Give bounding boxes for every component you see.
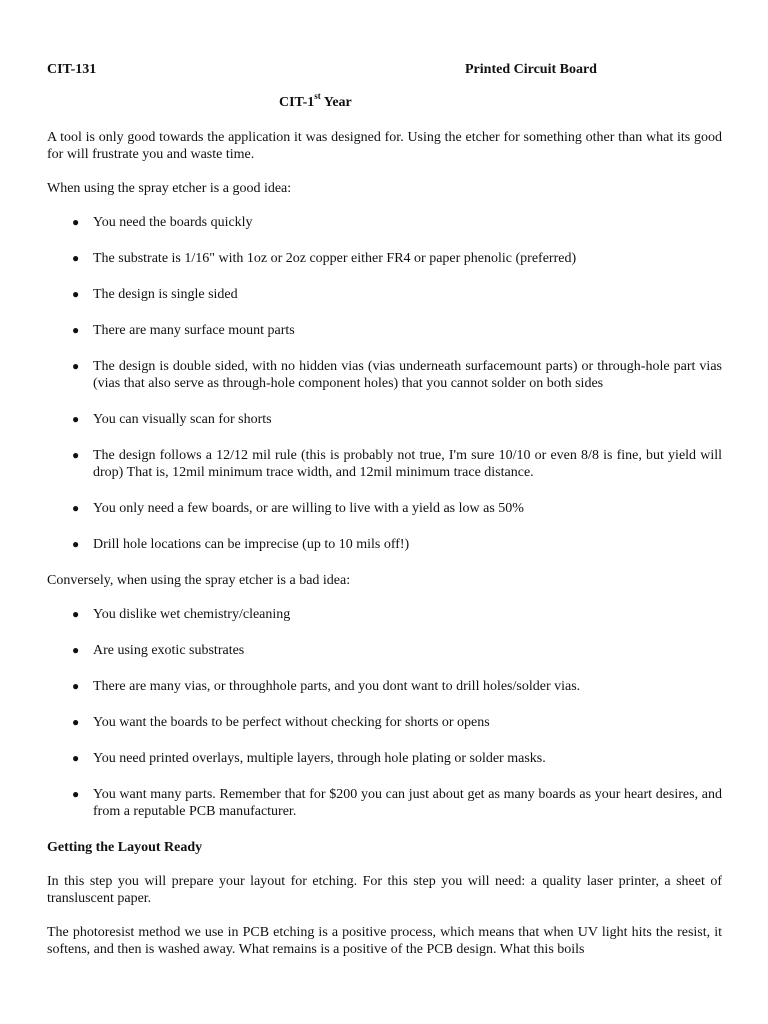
section-paragraph: The photoresist method we use in PCB etching is a positive process, which means that when UV light hits the resist, it softens, and then is washed away. What remains is a positive of the PCB design. What this boils xyxy=(47,925,722,957)
list-item-text: You want many parts. Remember that for $200 you can just about get as many boards as your heart desires, and from a reputable PCB manufacturer. xyxy=(93,787,722,819)
intro-paragraph: A tool is only good towards the application it was designed for. Using the etcher for something other than what its good for will frustrate you and waste time. xyxy=(47,130,722,162)
list-item-text: There are many vias, or throughhole parts, and you dont want to drill holes/solder vias. xyxy=(93,679,581,694)
list-item xyxy=(47,250,722,267)
list-item xyxy=(47,500,722,517)
list-item-text: You want the boards to be perfect without checking for shorts or opens xyxy=(93,715,490,730)
bullet-icon: ● xyxy=(72,412,80,426)
list-item xyxy=(47,642,722,659)
list-item-text: You need the boards quickly xyxy=(93,215,253,230)
year-suffix: Year xyxy=(320,95,352,110)
section-paragraph: In this step you will prepare your layout for etching. For this step you will need: a quality laser printer, a sheet of transluscent paper. xyxy=(47,874,722,906)
list-item xyxy=(47,750,722,767)
year-prefix: CIT-1 xyxy=(279,95,315,110)
bullet-icon: ● xyxy=(72,251,80,265)
list-item-text: The design follows a 12/12 mil rule (this is probably not true, I'm sure 10/10 or even 8/8 is fine, but yield will drop) That is, 12mil minimum trace width, and 12mil minimum trace distance. xyxy=(93,448,722,480)
bullet-icon: ● xyxy=(72,501,80,515)
section-heading: Getting the Layout Ready xyxy=(47,840,203,855)
bullet-icon: ● xyxy=(72,537,80,551)
bullet-icon: ● xyxy=(72,287,80,301)
bullet-icon: ● xyxy=(72,787,80,801)
list-item xyxy=(47,322,722,339)
list-item xyxy=(47,714,722,731)
list-item xyxy=(47,536,722,553)
list-item xyxy=(47,447,722,481)
year-label xyxy=(279,91,352,111)
list-item-text: You dislike wet chemistry/cleaning xyxy=(93,607,291,622)
bullet-icon: ● xyxy=(72,715,80,729)
list-item xyxy=(47,786,722,820)
bad-idea-list xyxy=(47,606,722,820)
list-item xyxy=(47,358,722,392)
bullet-icon: ● xyxy=(72,679,80,693)
year-superscript: st xyxy=(314,91,321,102)
good-idea-list xyxy=(47,214,722,553)
list-item-text: You can visually scan for shorts xyxy=(93,412,272,427)
list-item-text: Drill hole locations can be imprecise (up to 10 mils off!) xyxy=(93,537,410,552)
bullet-icon: ● xyxy=(72,607,80,621)
list-item xyxy=(47,678,722,695)
document-title: Printed Circuit Board xyxy=(465,62,597,77)
list-item xyxy=(47,606,722,623)
bullet-icon: ● xyxy=(72,359,80,373)
list-item-text: There are many surface mount parts xyxy=(93,323,295,338)
good-idea-heading: When using the spray etcher is a good idea: xyxy=(47,181,292,196)
document-body xyxy=(47,129,722,975)
list-item-text: The design is single sided xyxy=(93,287,238,302)
bullet-icon: ● xyxy=(72,215,80,229)
list-item xyxy=(47,411,722,428)
bullet-icon: ● xyxy=(72,643,80,657)
bullet-icon: ● xyxy=(72,751,80,765)
list-item-text: You need printed overlays, multiple layers, through hole plating or solder masks. xyxy=(93,751,546,766)
bullet-icon: ● xyxy=(72,448,80,462)
bullet-icon: ● xyxy=(72,323,80,337)
document-header xyxy=(47,61,722,79)
course-code: CIT-131 xyxy=(47,62,97,77)
list-item-text: The design is double sided, with no hidden vias (vias underneath surfacemount parts) or through-hole part vias (vias that also serve as through-hole component holes) that you cannot solder on both sides xyxy=(93,359,722,391)
list-item xyxy=(47,286,722,303)
list-item-text: You only need a few boards, or are willing to live with a yield as low as 50% xyxy=(93,501,524,516)
list-item-text: The substrate is 1/16" with 1oz or 2oz copper either FR4 or paper phenolic (preferred) xyxy=(93,251,577,266)
bad-idea-heading: Conversely, when using the spray etcher is a bad idea: xyxy=(47,573,351,588)
list-item xyxy=(47,214,722,231)
list-item-text: Are using exotic substrates xyxy=(93,643,245,658)
